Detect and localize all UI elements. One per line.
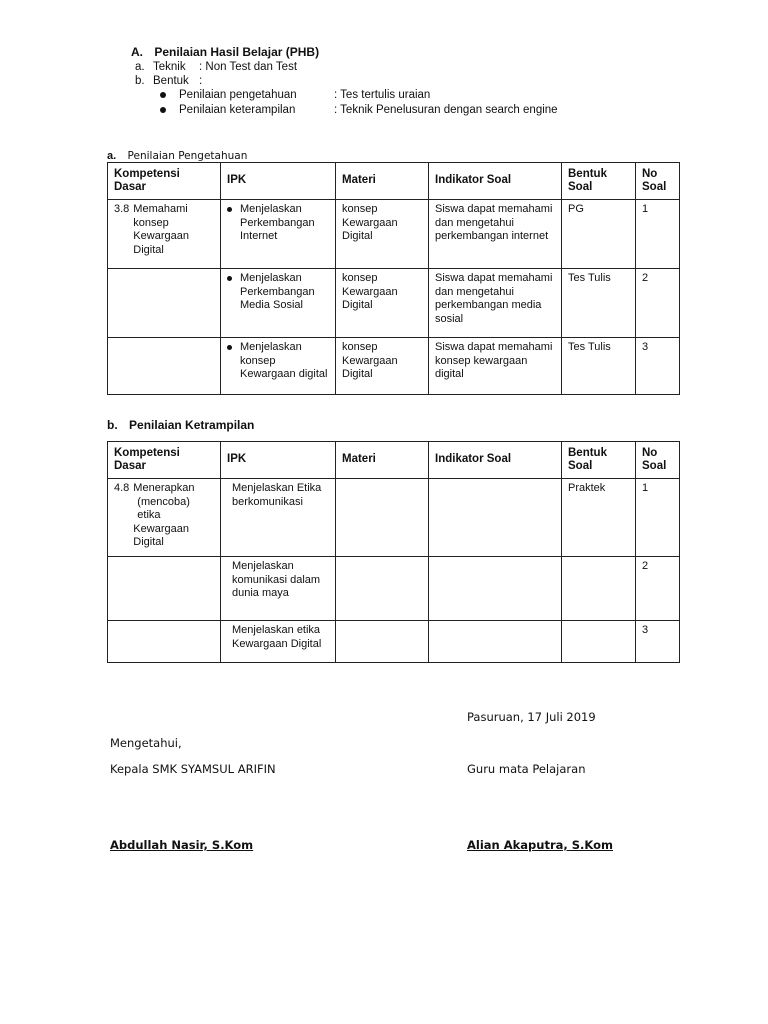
indikator-cell: [429, 621, 562, 663]
ipk-cell: [221, 200, 336, 269]
kd-cell: [108, 479, 221, 557]
header-ipk: IPK: [221, 163, 336, 200]
table-keterampilan-title: Penilaian Ketrampilan: [129, 418, 255, 432]
kd-cell: [108, 621, 221, 663]
ipk-cell: Menjelaskan Etika berkomunikasi: [221, 479, 336, 557]
no-cell: 2: [636, 557, 680, 621]
bullet-pengetahuan-value: : Tes tertulis uraian: [334, 89, 431, 101]
bentuk-cell: [562, 621, 636, 663]
table-pengetahuan-title: Penilaian Pengetahuan: [127, 150, 248, 162]
section-a-letter: A.: [131, 45, 143, 59]
kd-line: Digital: [133, 243, 164, 256]
bentuk-cell: Tes Tulis: [562, 269, 636, 338]
bullet-icon: [160, 107, 166, 113]
kd-number: 4.8: [114, 482, 130, 494]
kd-cell: [108, 200, 221, 269]
teknik-value: : Non Test dan Test: [199, 61, 298, 73]
kd-line: konsep: [133, 216, 169, 229]
header-no: No Soal: [636, 442, 680, 479]
left-role: Kepala SMK SYAMSUL ARIFIN: [110, 762, 276, 776]
bentuk-cell: PG: [562, 200, 636, 269]
header-kd: Kompetensi Dasar: [108, 442, 221, 479]
kd-line: Kewargaan: [133, 230, 189, 242]
indikator-cell: [429, 479, 562, 557]
indikator-cell: [429, 557, 562, 621]
materi-cell: konsep Kewargaan Digital: [336, 200, 429, 269]
bullet-keterampilan-value: : Teknik Penelusuran dengan search engine: [334, 104, 558, 116]
kd-cell: [108, 269, 221, 338]
right-role: Guru mata Pelajaran: [467, 762, 586, 776]
section-a-heading: [131, 45, 319, 59]
table-header-row: [108, 163, 680, 200]
table-row: [108, 621, 680, 663]
table-pengetahuan-heading: [107, 148, 247, 161]
header-no: No Soal: [636, 163, 680, 200]
header-materi: Materi: [336, 442, 429, 479]
kd-cell: [108, 557, 221, 621]
table-row: [108, 269, 680, 338]
table-row: [108, 200, 680, 269]
bentuk-cell: Praktek: [562, 479, 636, 557]
bullet-pengetahuan-label: Penilaian pengetahuan: [179, 89, 297, 101]
bentuk-cell: Tes Tulis: [562, 338, 636, 395]
kd-line: etika: [137, 509, 161, 521]
ipk-cell: Menjelaskan komunikasi dalam dunia maya: [221, 557, 336, 621]
table-pengetahuan-marker: a.: [107, 150, 117, 162]
table-row: [108, 479, 680, 557]
ipk-text: Menjelaskan Perkembangan Internet: [240, 203, 315, 242]
bentuk-cell: [562, 557, 636, 621]
kd-line: (mencoba): [137, 495, 190, 508]
table-row: [108, 338, 680, 395]
acknowledged-label: Mengetahui,: [110, 736, 182, 750]
header-indikator: Indikator Soal: [429, 442, 562, 479]
no-cell: 3: [636, 338, 680, 395]
bullet-pengetahuan: [160, 88, 620, 102]
teknik-label: Teknik: [153, 61, 186, 73]
ipk-cell: [221, 338, 336, 395]
materi-cell: [336, 557, 429, 621]
materi-cell: [336, 621, 429, 663]
header-indikator: Indikator Soal: [429, 163, 562, 200]
bentuk-label: Bentuk: [153, 75, 189, 87]
indikator-cell: Siswa dapat memahami dan mengetahui perkembangan media sosial: [429, 269, 562, 338]
materi-cell: [336, 479, 429, 557]
kd-line: Menerapkan: [133, 482, 195, 494]
bullet-keterampilan-label: Penilaian keterampilan: [179, 104, 296, 116]
header-materi: Materi: [336, 163, 429, 200]
section-a-title: Penilaian Hasil Belajar (PHB): [154, 45, 320, 59]
materi-cell: konsep Kewargaan Digital: [336, 338, 429, 395]
left-signatory-name: Abdullah Nasir, S.Kom: [110, 838, 254, 852]
indikator-cell: Siswa dapat memahami konsep kewargaan digital: [429, 338, 562, 395]
teknik-marker: a.: [135, 61, 145, 73]
no-cell: 2: [636, 269, 680, 338]
table-row: [108, 557, 680, 621]
ipk-cell: [221, 269, 336, 338]
ipk-text: Menjelaskan Perkembangan Media Sosial: [240, 272, 315, 311]
bentuk-marker: b.: [135, 75, 145, 87]
ipk-text: Menjelaskan konsep Kewargaan digital: [240, 341, 328, 380]
kd-line: Digital: [133, 536, 164, 548]
table-header-row: [108, 442, 680, 479]
bentuk-value: :: [199, 75, 203, 87]
table-keterampilan-marker: b.: [107, 418, 118, 432]
no-cell: 1: [636, 479, 680, 557]
bullet-icon: [227, 345, 232, 350]
bullet-icon: [227, 276, 232, 281]
header-bentuk: Bentuk Soal: [562, 163, 636, 200]
no-cell: 3: [636, 621, 680, 663]
table-pengetahuan: [107, 162, 680, 395]
table-keterampilan: [107, 441, 680, 663]
bentuk-line: [135, 74, 203, 88]
indikator-cell: Siswa dapat memahami dan mengetahui perkembangan internet: [429, 200, 562, 269]
kd-number: 3.8: [114, 203, 130, 215]
bullet-icon: [160, 92, 166, 98]
table-keterampilan-heading: [107, 418, 254, 432]
bullet-keterampilan: [160, 103, 620, 117]
teknik-line: [135, 60, 298, 74]
no-cell: 1: [636, 200, 680, 269]
right-signatory-name: Alian Akaputra, S.Kom: [467, 838, 614, 852]
kd-line: Kewargaan: [133, 522, 189, 535]
header-bentuk: Bentuk Soal: [562, 442, 636, 479]
ipk-cell: Menjelaskan etika Kewargaan Digital: [221, 621, 336, 663]
kd-line: Memahami: [133, 203, 188, 215]
bullet-icon: [227, 207, 232, 212]
header-ipk: IPK: [221, 442, 336, 479]
place-date: Pasuruan, 17 Juli 2019: [467, 710, 596, 724]
materi-cell: konsep Kewargaan Digital: [336, 269, 429, 338]
header-kd: Kompetensi Dasar: [108, 163, 221, 200]
kd-cell: [108, 338, 221, 395]
